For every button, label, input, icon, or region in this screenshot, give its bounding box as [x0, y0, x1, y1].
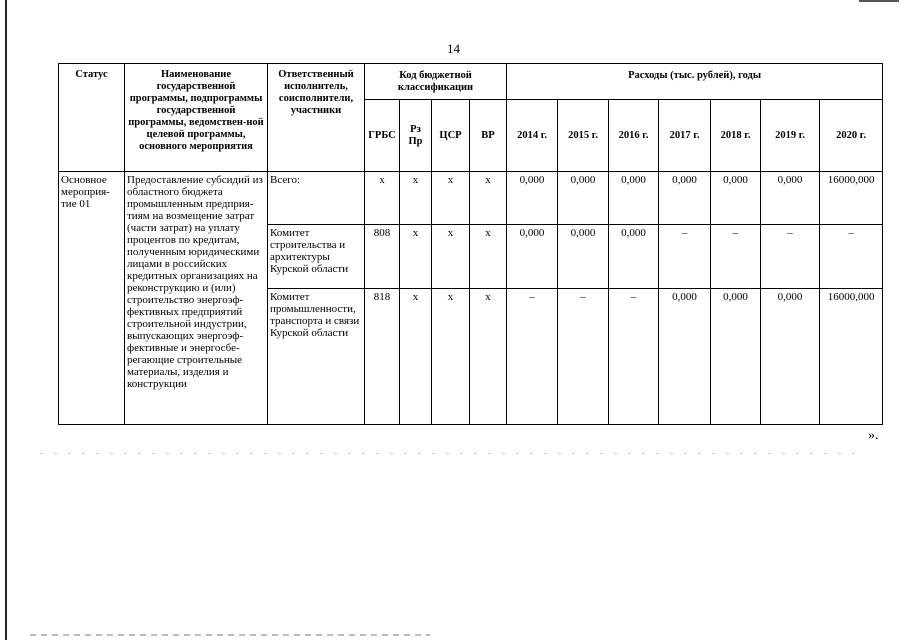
- value-cell: –: [761, 225, 820, 289]
- value-cell: 0,000: [659, 289, 711, 425]
- header-responsible: Ответственный исполнитель, соисполнители, участники: [268, 64, 365, 172]
- header-name: Наименование государственной программы, подпрограммы государственной программы, ведомствен-ной целевой программы, основного мероприятия: [125, 64, 268, 172]
- left-margin-rule: [5, 0, 7, 640]
- value-cell: 16000,000: [820, 289, 883, 425]
- status-cell: Основное мероприя-тие 01: [59, 172, 125, 425]
- scan-artifact-line: [40, 453, 860, 454]
- code-cell: 808: [365, 225, 400, 289]
- code-cell: x: [400, 172, 432, 225]
- header-year-2018: 2018 г.: [711, 100, 761, 172]
- code-cell: x: [432, 172, 470, 225]
- participant-cell: Всего:: [268, 172, 365, 225]
- value-cell: 16000,000: [820, 172, 883, 225]
- code-cell: x: [365, 172, 400, 225]
- scan-artifact-noise: [30, 634, 430, 636]
- value-cell: 0,000: [558, 225, 609, 289]
- value-cell: 0,000: [507, 172, 558, 225]
- value-cell: 0,000: [761, 172, 820, 225]
- program-name-cell: Предоставление субсидий из областного бюджета промышленным предприя-тиям на возмещение затрат (части затрат) на уплату процентов по кредитам, полученным юридическими лицами в российских кредитных организациях на реконструкцию и (или) строительство энергоэф-фективных предприятий строительной индустрии, выпускающих энергоэф-фективные и энергосбе-регающие строительные материалы, изделия и конструкции: [125, 172, 268, 425]
- code-cell: x: [470, 225, 507, 289]
- header-status: Статус: [59, 64, 125, 172]
- page-number: 14: [447, 41, 460, 56]
- value-cell: 0,000: [609, 225, 659, 289]
- header-code-grbs: ГРБС: [365, 100, 400, 172]
- expenses-table: [58, 63, 883, 425]
- code-cell: x: [470, 172, 507, 225]
- header-year-2015: 2015 г.: [558, 100, 609, 172]
- value-cell: –: [820, 225, 883, 289]
- header-year-2014: 2014 г.: [507, 100, 558, 172]
- code-cell: x: [432, 289, 470, 425]
- participant-cell: Комитет строительства и архитектуры Курской области: [268, 225, 365, 289]
- code-cell: x: [400, 289, 432, 425]
- value-cell: –: [609, 289, 659, 425]
- header-row-1: [59, 64, 883, 100]
- value-cell: 0,000: [609, 172, 659, 225]
- header-year-2019: 2019 г.: [761, 100, 820, 172]
- value-cell: –: [558, 289, 609, 425]
- header-code-vr: ВР: [470, 100, 507, 172]
- header-year-2016: 2016 г.: [609, 100, 659, 172]
- participant-cell: Комитет промышленности, транспорта и связи Курской области: [268, 289, 365, 425]
- value-cell: 0,000: [711, 172, 761, 225]
- table-row: [59, 172, 883, 225]
- value-cell: 0,000: [711, 289, 761, 425]
- code-cell: x: [470, 289, 507, 425]
- value-cell: –: [659, 225, 711, 289]
- code-cell: x: [400, 225, 432, 289]
- value-cell: 0,000: [507, 225, 558, 289]
- value-cell: 0,000: [558, 172, 609, 225]
- header-expenses: Расходы (тыс. рублей), годы: [507, 64, 883, 100]
- value-cell: –: [711, 225, 761, 289]
- value-cell: 0,000: [659, 172, 711, 225]
- header-budget-code: Код бюджетной классификации: [365, 64, 507, 100]
- value-cell: –: [507, 289, 558, 425]
- header-year-2020: 2020 г.: [820, 100, 883, 172]
- header-code-rzpr: Рз Пр: [400, 100, 432, 172]
- code-cell: x: [432, 225, 470, 289]
- header-year-2017: 2017 г.: [659, 100, 711, 172]
- header-code-csr: ЦСР: [432, 100, 470, 172]
- code-cell: 818: [365, 289, 400, 425]
- value-cell: 0,000: [761, 289, 820, 425]
- closing-quote: ».: [868, 428, 879, 443]
- top-edge-mark: [859, 0, 899, 2]
